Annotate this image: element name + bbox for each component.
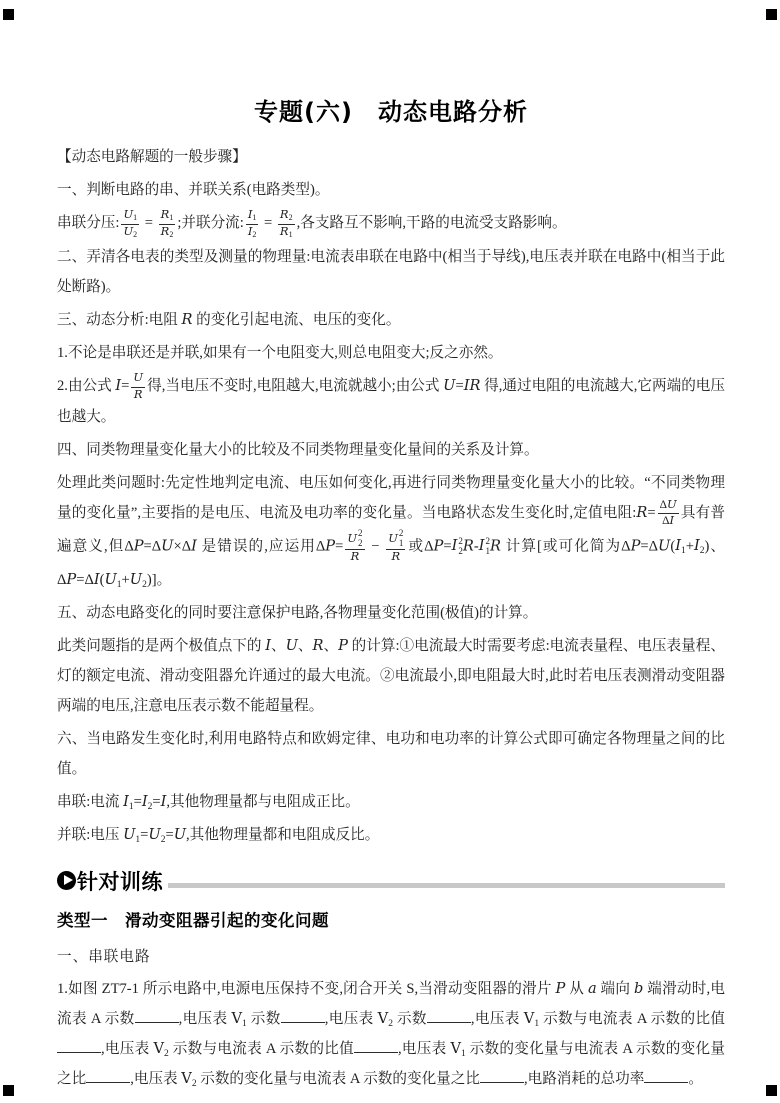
- answer-blank: [57, 1038, 101, 1053]
- play-circle-icon: [57, 871, 76, 890]
- step-5: 五、动态电路变化的同时要注意保护电路,各物理量变化范围(极值)的计算。: [57, 604, 538, 621]
- step-4: 四、同类物理量变化量大小的比较及不同类物理量变化量间的关系及计算。: [57, 441, 539, 458]
- answer-blank: [135, 1008, 179, 1023]
- answer-blank: [480, 1068, 524, 1083]
- step-3: 三、动态分析:电阻 R 的变化引起电流、电压的变化。: [57, 310, 401, 328]
- solution-steps-section: [57, 142, 725, 850]
- step-4-detail: 处理此类问题时:先定性地判定电流、电压如何变化,再进行同类物理量变化量大小的比较。“不同类物理量的变化量”,主要指的是电压、电流及电功率的变化量。当电路状态发生变化时,定值电阻:R= $\frac{\Delta U}{\Delta I}$ 具有普遍意义,但ΔP=ΔU×ΔI 是错误的,应运用ΔP= U 2 2 R − U 2 1 R 或ΔP=I 2 2 R-I 2 1 R 计算[或可化简为$\Delta P=\Delta U(I_1+I_2)$、$\Delta P=\Delta I(U_1+U_2)$]。: [57, 474, 725, 590]
- steps-heading: 【动态电路解题的一般步骤】: [57, 149, 247, 165]
- step-3-note-1: 1.不论是串联还是并联,如果有一个电阻变大,则总电阻变大;反之亦然。: [57, 344, 503, 361]
- answer-blank: [644, 1068, 688, 1083]
- series-rule: 串联:电流 $I_1=I_2=I$,其他物理量都与电阻成正比。: [57, 792, 360, 812]
- answer-blank: [281, 1008, 325, 1023]
- corner-mark-icon: [3, 1085, 14, 1096]
- page-title: 专题(六) 动态电路分析: [254, 98, 528, 126]
- step-2: 二、弄清各电表的类型及测量的物理量:电流表串联在电路中(相当于导线),电压表并联在电路中(相当于此处断路)。: [57, 248, 725, 295]
- step-5-detail: 此类问题指的是两个极值点下的 I、U、R、P 的计算:①电流最大时需要考虑:电流表量程、电压表量程、灯的额定电流、滑动变阻器允许通过的最大电流。②电流最小,即电阻最大时,此时若电压表测滑动变阻器两端的电压,注意电压表示数不能超量程。: [57, 636, 725, 714]
- question-1: 1.如图 ZT7-1 所示电路中,电源电压保持不变,闭合开关 S,当滑动变阻器的滑片 P 从 a 端向 b 端滑动时,电流表 A 示数 ,电压表 $V_1$ 示数 ,电压表 $V_2$ 示数 ,电压表 $V_1$ 示数与电流表 A 示数的比值,电压表 $V_2$ 示数与电流表 A 示数的比值 ,电压表 $V_1$ 示数的变化量与电流表 A 示数的变化量之比 ,电压表 $V_2$ 示数的变化量与电流表 A 示数的变化量之比 ,电路消耗的总功率 。: [57, 979, 726, 1089]
- training-section-header: [57, 866, 725, 896]
- type-heading: 类型一 滑动变阻器引起的变化问题: [57, 910, 329, 930]
- step-6: 六、当电路发生变化时,利用电路特点和欧姆定律、电功和电功率的计算公式即可确定各物理量之间的比值。: [57, 730, 725, 777]
- corner-mark-icon: [3, 9, 14, 20]
- answer-blank: [86, 1068, 130, 1083]
- answer-blank: [427, 1008, 471, 1023]
- step-1-formula: 串联分压: $\frac{U_1}{U_2}$ = $\frac{R_1}{R_2}$ ;并联分流: $\frac{I_1}{I_2}$ = $\frac{R_2}{R_1}$ ,各支路互不影响,干路的电流受支路影响。: [57, 207, 567, 239]
- parallel-rule: 并联:电压 $U_1=U_2=U$,其他物理量都和电阻成反比。: [57, 825, 380, 845]
- corner-mark-icon: [766, 9, 777, 20]
- section-rule: [168, 883, 725, 888]
- corner-mark-icon: [766, 1085, 777, 1096]
- exercise-section: [57, 942, 725, 1094]
- answer-blank: [354, 1038, 398, 1053]
- step-3-note-2: 2.由公式 I= $\frac{U}{R}$ 得,当电压不变时,电阻越大,电流就越小;由公式 U=IR 得,通过电阻的电流越大,它两端的电压也越大。: [57, 370, 725, 425]
- document-body: [57, 0, 725, 1094]
- subtype-heading: 一、串联电路: [57, 948, 151, 965]
- training-section-label: 针对训练: [77, 869, 163, 894]
- step-1: 一、判断电路的串、并联关系(电路类型)。: [57, 182, 330, 198]
